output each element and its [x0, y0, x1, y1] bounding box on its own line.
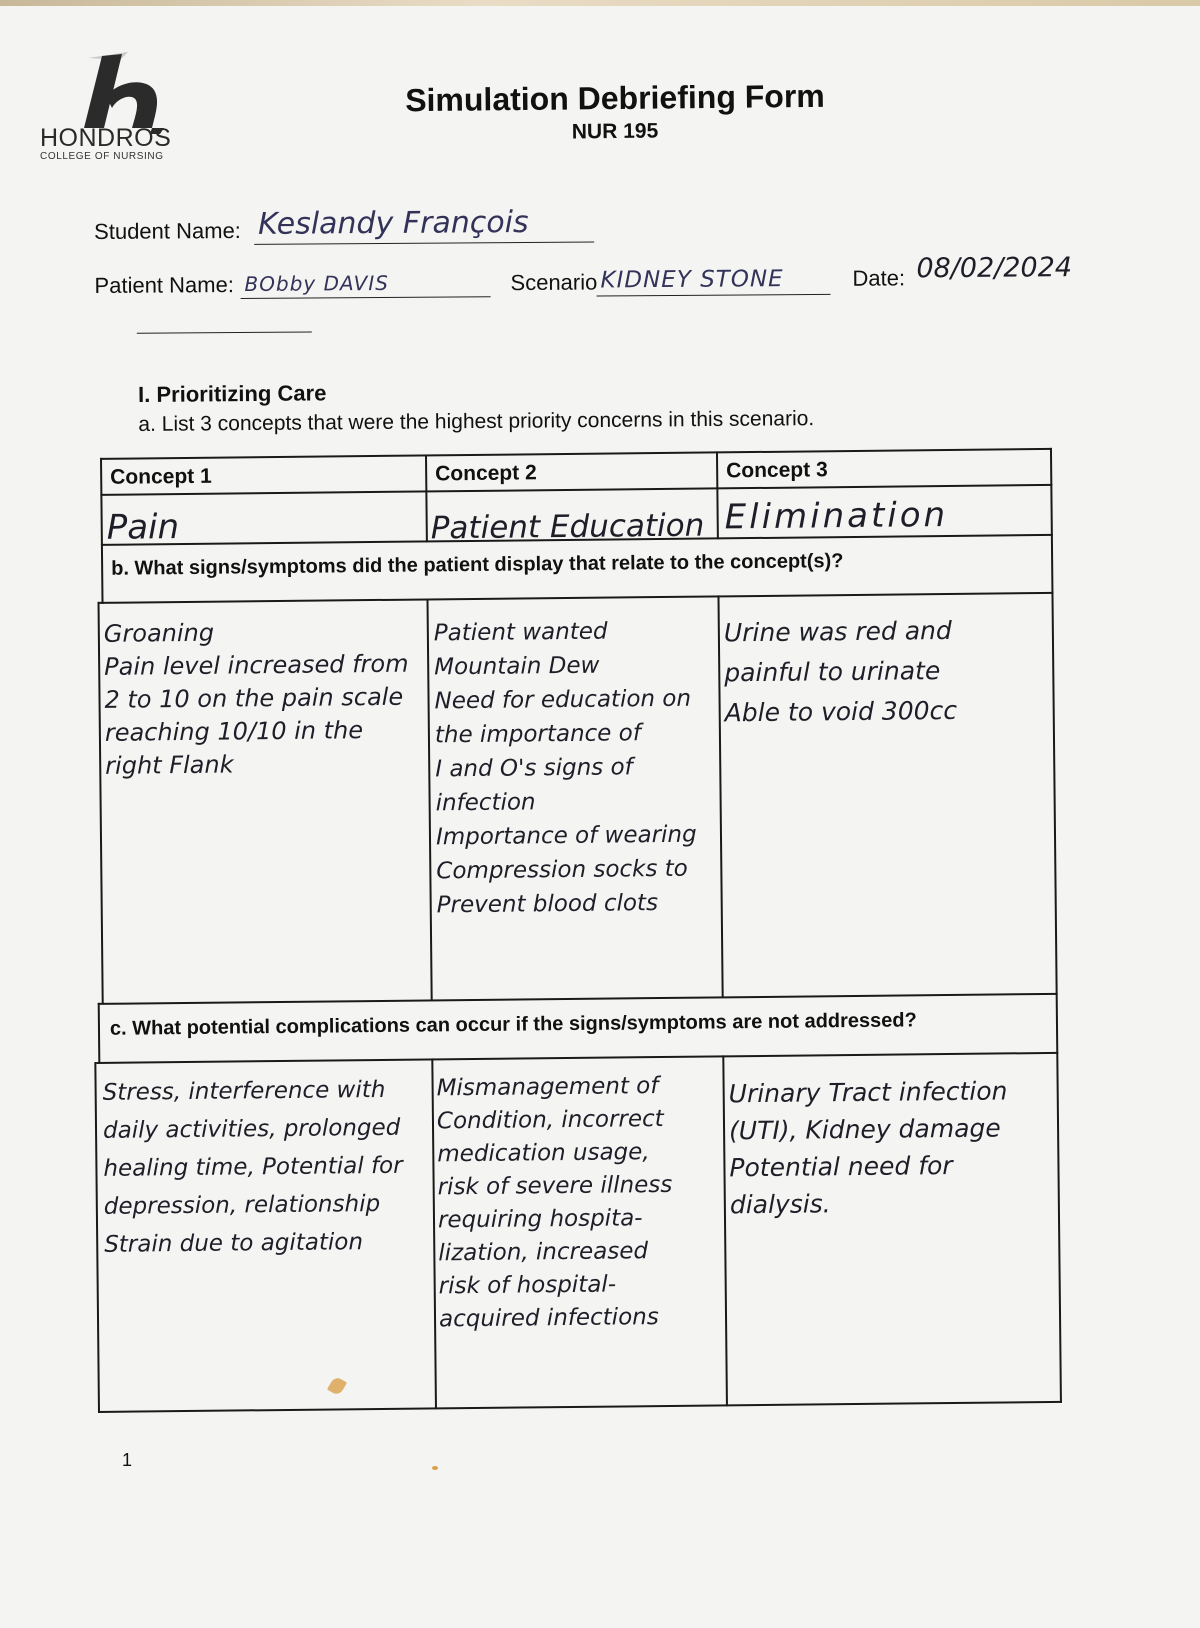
section-instruction: a. List 3 concepts that were the highest priority concerns in this scenario.	[138, 407, 815, 436]
concept-table	[88, 448, 1066, 1413]
text-line: dialysis.	[729, 1189, 831, 1220]
text-line: risk of hospital-	[438, 1271, 617, 1300]
concept-2-header: Concept 2	[435, 461, 537, 486]
text-line: 2 to 10 on the pain scale	[104, 682, 404, 714]
text-line: medication usage,	[437, 1139, 650, 1168]
complications-cell-1[interactable]	[102, 1071, 403, 1264]
scenario-value: KIDNEY STONE	[600, 266, 784, 294]
table-line	[98, 1401, 1062, 1413]
table-line	[100, 484, 1052, 496]
text-line: Strain due to agitation	[104, 1229, 364, 1258]
scenario-field[interactable]	[596, 264, 830, 297]
text-line: Pain level increased from	[104, 649, 409, 681]
date-value[interactable]: 08/02/2024	[916, 252, 1073, 285]
signs-cell-3[interactable]	[724, 611, 958, 733]
text-line: infection	[435, 789, 536, 817]
text-line: reaching 10/10 in the	[104, 716, 364, 747]
signs-cell-2[interactable]	[434, 614, 698, 923]
concept-1-value[interactable]: Pain	[106, 507, 180, 548]
table-line	[100, 458, 104, 604]
text-line: Urinary Tract infection	[728, 1076, 1008, 1109]
table-line	[716, 451, 719, 539]
table-line	[98, 1003, 101, 1063]
concept-2-value[interactable]: Patient Education	[430, 507, 705, 547]
table-line	[426, 598, 432, 1000]
text-line: I and O's signs of	[435, 754, 633, 783]
text-line: requiring hospita-	[437, 1205, 643, 1234]
text-line: healing time, Potential for	[103, 1152, 403, 1182]
text-line: Need for education on	[434, 685, 692, 715]
patient-name-value: BObby DAVIS	[244, 270, 389, 296]
college-logo	[38, 50, 178, 170]
concept-3-value[interactable]: Elimination	[724, 494, 949, 538]
table-line	[425, 454, 428, 542]
text-line: Potential need for	[729, 1150, 953, 1183]
signs-cell-1[interactable]	[104, 615, 410, 783]
scan-edge	[0, 0, 1200, 6]
text-line: right Flank	[105, 750, 234, 780]
ink-dot	[432, 1466, 438, 1470]
text-line: Compression socks to	[436, 855, 688, 885]
question-b: b. What signs/symptoms did the patient display that relate to the concept(s)?	[111, 550, 844, 580]
section-title: I. Prioritizing Care	[138, 380, 327, 407]
text-line: risk of severe illness	[437, 1171, 673, 1201]
text-line: lization, increased	[438, 1238, 649, 1267]
date-label: Date:	[852, 265, 906, 291]
text-line: daily activities, prolonged	[102, 1114, 401, 1144]
table-line	[98, 592, 1054, 604]
text-line: Mismanagement of	[436, 1073, 659, 1102]
text-line: Stress, interference with	[102, 1076, 386, 1106]
student-name-field[interactable]	[254, 204, 594, 245]
table-line	[96, 1052, 1058, 1064]
student-name-label: Student Name:	[94, 217, 241, 244]
logo-subtitle: COLLEGE OF NURSING	[40, 151, 164, 162]
form-title: Simulation Debriefing Form	[405, 77, 825, 119]
blank-line	[137, 331, 312, 333]
patient-name-field[interactable]	[240, 266, 490, 299]
table-line	[100, 448, 1052, 460]
text-line: Groaning	[103, 618, 215, 648]
table-line	[717, 595, 723, 997]
text-line: the importance of	[434, 720, 642, 749]
text-line: acquired infections	[438, 1304, 659, 1333]
text-line: Patient wanted	[433, 618, 608, 647]
text-line: Able to void 300cc	[724, 695, 958, 728]
text-line: Importance of wearing	[435, 821, 697, 851]
question-c: c. What potential complications can occur if the signs/symptoms are not addressed?	[109, 1009, 917, 1040]
text-line: Condition, incorrect	[436, 1106, 664, 1135]
text-line: painful to urinate	[724, 656, 941, 688]
patient-name-label: Patient Name:	[94, 272, 234, 298]
table-line	[98, 602, 104, 1004]
table-line	[94, 1062, 100, 1413]
logo-name: HONDROS	[40, 124, 172, 152]
info-block	[94, 204, 1105, 355]
text-line: Urine was red and	[723, 615, 952, 648]
table-line	[98, 993, 1058, 1005]
text-line: Prevent blood clots	[436, 890, 659, 919]
text-line: (UTI), Kidney damage	[728, 1113, 1001, 1146]
table-line	[722, 1055, 728, 1406]
prioritizing-care-section	[138, 376, 814, 437]
complications-cell-3[interactable]	[728, 1072, 1008, 1223]
complications-cell-2[interactable]	[436, 1070, 673, 1336]
page-number: 1	[122, 1450, 133, 1470]
student-name-value: Keslandy François	[257, 204, 529, 242]
table-line	[1050, 448, 1062, 1403]
concept-3-header: Concept 3	[726, 458, 828, 483]
scenario-label: Scenario	[510, 269, 598, 296]
course-code: NUR 195	[571, 119, 659, 144]
text-line: depression, relationship	[103, 1190, 381, 1220]
concept-1-header: Concept 1	[110, 464, 212, 489]
text-line: Mountain Dew	[434, 652, 600, 681]
